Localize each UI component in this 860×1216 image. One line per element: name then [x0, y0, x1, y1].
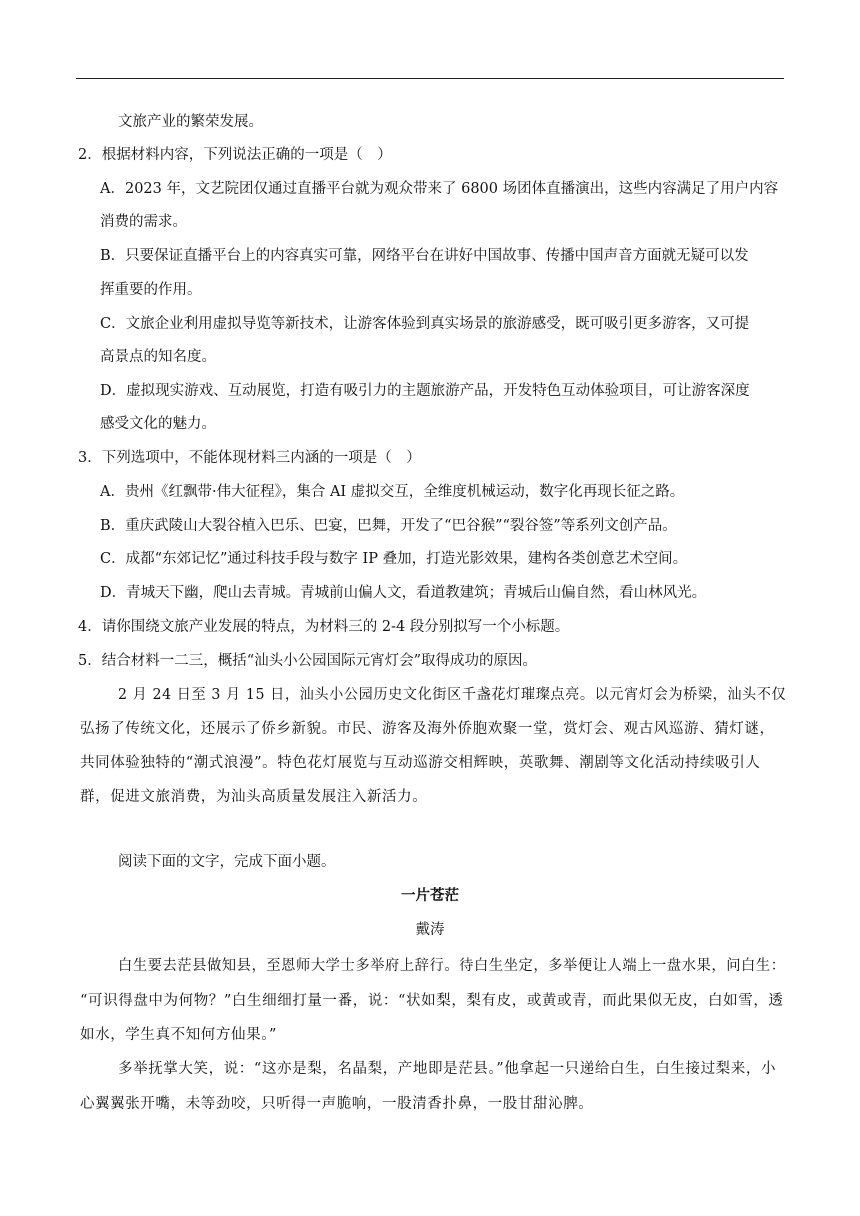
article-line-3: 如水，学生真不知何方仙果。”	[80, 1027, 278, 1043]
q2-option-c-line2: 高景点的知名度。	[100, 349, 216, 365]
material-tail: 文旅产业的繁荣发展。	[118, 114, 263, 130]
q2-option-d-line2: 感受文化的魅力。	[100, 416, 216, 432]
article-author: 戴涛	[415, 922, 445, 938]
q2-option-b-line1: B．只要保证直播平台上的内容真实可靠，网络平台在讲好中国故事、传播中国声音方面就无疑可以发	[100, 248, 749, 264]
q3-option-d: D．青城天下幽，爬山去青城。青城前山偏人文，看道教建筑；青城后山偏自然，看山林风光。	[100, 585, 707, 601]
question-4: 4．请你围绕文旅产业发展的特点，为材料三的 2-4 段分别拟写一个小标题。	[78, 619, 570, 635]
question-3-stem: 3．下列选项中，不能体现材料三内涵的一项是（ ）	[78, 450, 421, 466]
reading-instruction: 阅读下面的文字，完成下面小题。	[118, 854, 336, 870]
article-title: 一片苍茫	[401, 887, 459, 904]
article-line-2: “可识得盘中为何物？”白生细细打量一番，说：“状如梨，梨有皮，或黄或青，而此果似无皮，白如雪，透	[80, 993, 784, 1009]
question-2-stem: 2．根据材料内容，下列说法正确的一项是（ ）	[78, 147, 392, 163]
q2-option-a-line1: A．2023 年，文艺院团仅通过直播平台就为观众带来了 6800 场团体直播演出，这些内容满足了用户内容	[100, 181, 779, 197]
q2-option-d-line1: D．虚拟现实游戏、互动展览，打造有吸引力的主题旅游产品，开发特色互动体验项目，可让游客深度	[100, 383, 750, 399]
question-5: 5．结合材料一二三，概括“汕头小公园国际元宵灯会”取得成功的原因。	[78, 653, 538, 669]
q3-option-b: B．重庆武陵山大裂谷植入巴乐、巴宴，巴舞，开发了“巴谷猴”“裂谷签”等系列文创产品。	[100, 518, 677, 534]
answer-line-2: 弘扬了传统文化，还展示了侨乡新貌。市民、游客及海外侨胞欢聚一堂，赏灯会、观古风巡游、猜灯谜，	[80, 721, 775, 737]
q2-option-b-line2: 挥重要的作用。	[100, 282, 202, 298]
answer-line-3: 共同体验独特的“潮式浪漫”。特色花灯展览与互动巡游交相辉映，英歌舞、潮剧等文化活动持续吸引人	[80, 755, 761, 771]
q2-option-a-line2: 消费的需求。	[100, 214, 187, 230]
article-line-1: 白生要去茫县做知县，至恩师大学士多举府上辞行。待白生坐定，多举便让人端上一盘水果，问白生：	[118, 958, 786, 974]
header-rule	[76, 78, 784, 79]
article-line-4: 多举抚掌大笑，说：“这亦是梨，名晶梨，产地即是茫县。”他拿起一只递给白生，白生接过梨来，小	[118, 1061, 777, 1077]
q2-option-c-line1: C．文旅企业利用虚拟导览等新技术，让游客体验到真实场景的旅游感受，既可吸引更多游客，又可提	[100, 316, 750, 332]
answer-line-1: 2 月 24 日至 3 月 15 日，汕头小公园历史文化街区千盏花灯璀璨点亮。以元宵灯会为桥梁，汕头不仅	[118, 687, 787, 703]
q3-option-a: A．贵州《红飘带·伟大征程》，集合 AI 虚拟交互，全维度机械运动，数字化再现长征之路。	[100, 484, 685, 500]
article-line-5: 心翼翼张开嘴，未等劲咬，只听得一声脆响，一股清香扑鼻，一股甘甜沁脾。	[80, 1096, 594, 1112]
q3-option-c: C．成都“东郊记忆”通过科技手段与数字 IP 叠加，打造光影效果，建构各类创意艺术空间。	[100, 551, 688, 567]
answer-line-4: 群，促进文旅消费，为汕头高质量发展注入新活力。	[80, 789, 428, 805]
